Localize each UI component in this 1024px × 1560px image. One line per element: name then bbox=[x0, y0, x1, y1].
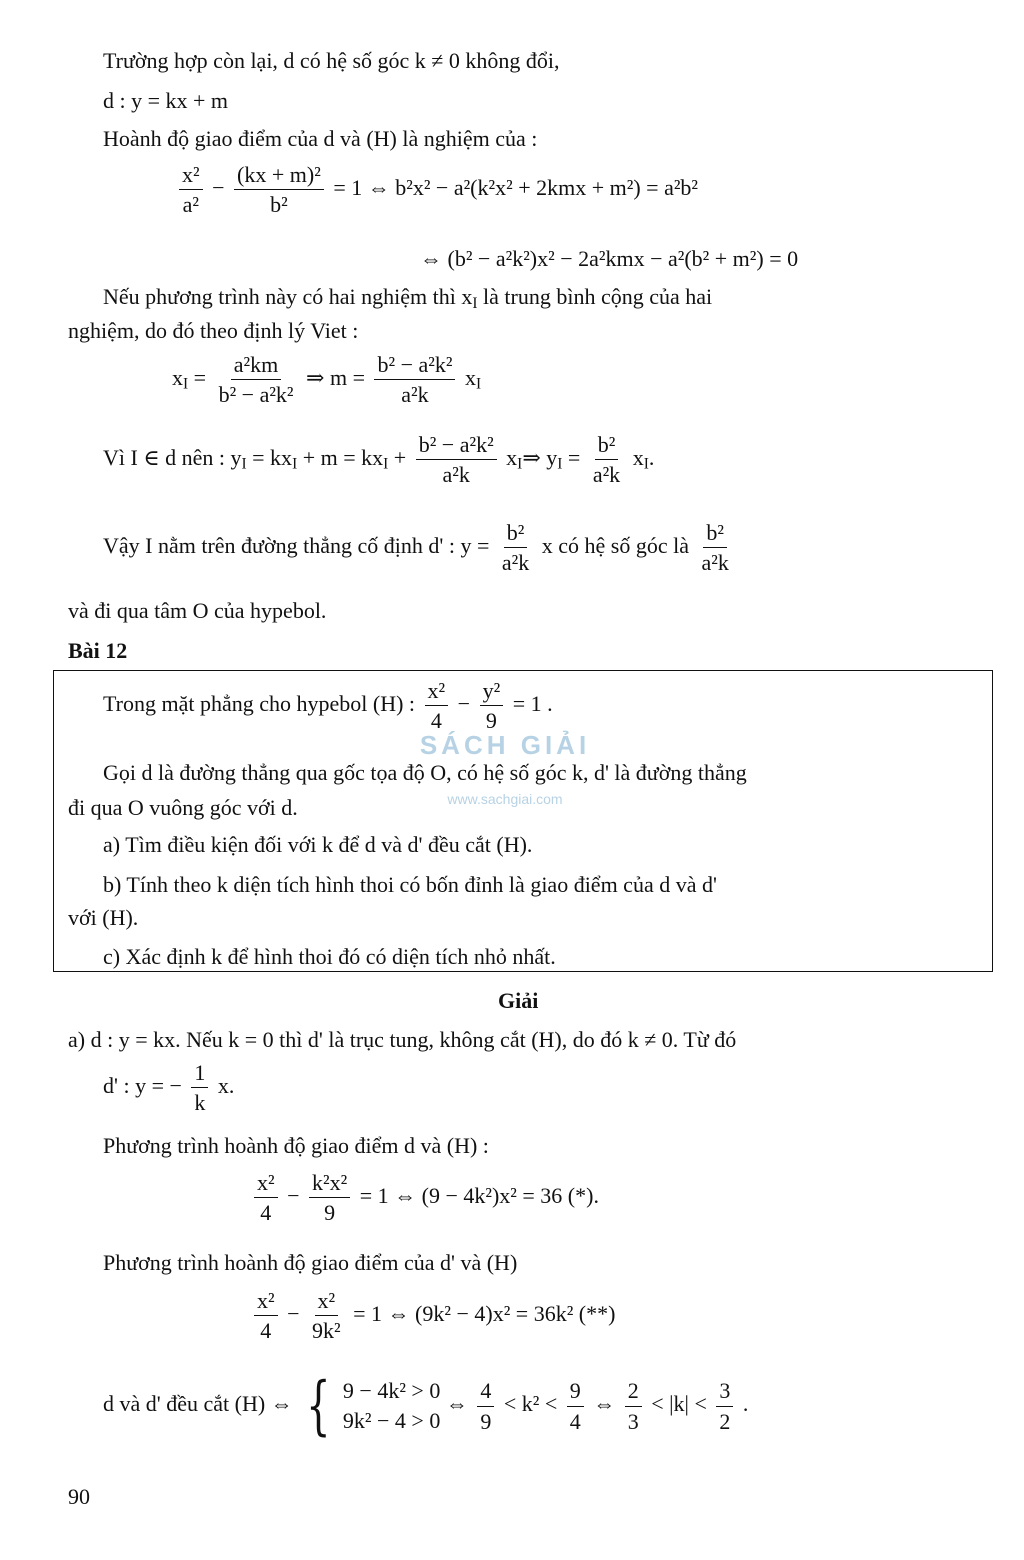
equation-4: Vì I ∈ d nên : $y_I = kx_I + m = kx_I$ + $\frac{\text{b² − a²k²}}{\text{a²k}}$ $x_I\Rightarrow$ $y_I$ = $\frac{\text{b²}}{\text{a²k}}$ $x_I$. bbox=[103, 432, 655, 488]
fraction: $\frac{\text{x²}}{4}$ bbox=[425, 678, 449, 734]
fraction: $\frac{\text{b² − a²k²}}{\text{a²k}}$ bbox=[416, 432, 497, 488]
equation-line-d: d : y = kx + m bbox=[103, 88, 229, 113]
watermark-logo: SÁCH GIẢI bbox=[419, 730, 591, 760]
fraction: $\frac{\text{a²km}}{\text{b² − a²k²}}$ bbox=[218, 352, 294, 408]
watermark-url: www.sachgiai.com bbox=[447, 791, 563, 807]
equation-2: ⇔ (b² − a²k²)x² − 2a²kmx − a²(b² + m²) = 0 bbox=[420, 246, 799, 271]
page-number: 90 bbox=[68, 1484, 90, 1509]
equation-5: $\frac{\text{x²}}{4}$ − $\frac{\text{k²x²}}{9}$ = 1 ⇔ (9 − 4k²)x² = 36 (*). bbox=[250, 1170, 599, 1226]
exercise-line: c) Xác định k để hình thoi đó có diện tích nhỏ nhất. bbox=[103, 944, 556, 969]
fraction: $\frac{\text{x²}}{\text{a²}}$ bbox=[179, 162, 203, 218]
exercise-title: Bài 12 bbox=[68, 638, 128, 663]
fraction: $\frac{\text{y²}}{9}$ bbox=[480, 678, 504, 734]
fraction: $\frac{\text{x²}}{\text{9k²}}$ bbox=[312, 1288, 341, 1344]
watermark bbox=[410, 730, 600, 825]
text-line: Trường hợp còn lại, d có hệ số góc k ≠ 0 không đổi, bbox=[103, 48, 560, 73]
fraction: $\frac{2}{3}$ bbox=[625, 1378, 642, 1434]
fraction: $\frac{\text{b²}}{\text{a²k}}$ bbox=[501, 520, 530, 576]
fraction: $\frac{\text{(kx + m)²}}{\text{b²}}$ bbox=[234, 162, 324, 218]
solution-line: d' : y = − $\frac{1}{k}$ x. bbox=[103, 1060, 235, 1116]
equation-3: $x_I$ = $\frac{\text{a²km}}{\text{b² − a²k²}}$ ⇒ m = $\frac{\text{b² − a²k²}}{\text{a²k}}$ $x_I$ bbox=[172, 352, 482, 408]
equation-system: { 9 − 4k² > 0 9k² − 4 > 0 bbox=[306, 1369, 441, 1443]
equation-6: $\frac{\text{x²}}{4}$ − $\frac{\text{x²}}{\text{9k²}}$ = 1 ⇔ (9k² − 4)x² = 36k² (**) bbox=[250, 1288, 615, 1344]
text-line: Hoành độ giao điểm của d và (H) là nghiệm của : bbox=[103, 126, 538, 151]
exercise-line: b) Tính theo k diện tích hình thoi có bốn đỉnh là giao điểm của d và d' bbox=[103, 872, 717, 897]
fraction: $\frac{\text{k²x²}}{9}$ bbox=[309, 1170, 350, 1226]
fraction: $\frac{1}{k}$ bbox=[191, 1060, 208, 1116]
text-line: Vậy I nằm trên đường thẳng cố định d' : y = $\frac{\text{b²}}{\text{a²k}}$ x có hệ số góc là $\frac{\text{b²}}{\text{a²k}}$ bbox=[103, 520, 736, 576]
solution-line: Phương trình hoành độ giao điểm của d' và (H) bbox=[103, 1250, 518, 1275]
fraction: $\frac{\text{b² − a²k²}}{\text{a²k}}$ bbox=[374, 352, 455, 408]
fraction: $\frac{\text{b²}}{\text{a²k}}$ bbox=[701, 520, 729, 576]
text-line: Nếu phương trình này có hai nghiệm thì $x_I$ là trung bình cộng của hai bbox=[103, 284, 713, 312]
solution-line: Phương trình hoành độ giao điểm d và (H) : bbox=[103, 1133, 489, 1158]
fraction: $\frac{\text{x²}}{4}$ bbox=[254, 1288, 278, 1344]
exercise-line: Gọi d là đường thẳng qua gốc tọa độ O, có hệ số góc k, d' là đường thẳng bbox=[103, 760, 747, 785]
exercise-line: với (H). bbox=[68, 905, 139, 930]
text-line: nghiệm, do đó theo định lý Viet : bbox=[68, 318, 359, 343]
brace-icon: { bbox=[306, 1369, 331, 1443]
exercise-line: Trong mặt phẳng cho hypebol (H) : $\frac{\text{x²}}{4}$ − $\frac{\text{y²}}{9}$ = 1 . bbox=[103, 678, 553, 734]
fraction: $\frac{9}{4}$ bbox=[567, 1378, 584, 1434]
equation-7: d và d' đều cắt (H) ⇔ { 9 − 4k² > 0 9k² − 4 > 0 ⇔ $\frac{4}{9}$ < k² < $\frac{9}{4}$ ⇔ $\frac{2}{3}$ < |k| < $\frac{3}{2}$ . bbox=[103, 1369, 749, 1443]
exercise-line: đi qua O vuông góc với d. bbox=[68, 795, 298, 820]
fraction: $\frac{\text{b²}}{\text{a²k}}$ bbox=[592, 432, 621, 488]
solution-line: a) d : y = kx. Nếu k = 0 thì d' là trục tung, không cắt (H), do đó k ≠ 0. Từ đó bbox=[68, 1027, 737, 1052]
exercise-line: a) Tìm điều kiện đối với k để d và d' đều cắt (H). bbox=[103, 832, 533, 857]
fraction: $\frac{3}{2}$ bbox=[716, 1378, 733, 1434]
text-line: và đi qua tâm O của hypebol. bbox=[68, 598, 327, 623]
solution-title: Giải bbox=[498, 988, 539, 1013]
fraction: $\frac{4}{9}$ bbox=[477, 1378, 494, 1434]
equation-1: $\frac{\text{x²}}{\text{a²}}$ − $\frac{\text{(kx + m)²}}{\text{b²}}$ = 1 ⇔ b²x² − a²(k²x² + 2kmx + m²) = a²b² bbox=[175, 162, 698, 218]
fraction: $\frac{\text{x²}}{4}$ bbox=[254, 1170, 278, 1226]
